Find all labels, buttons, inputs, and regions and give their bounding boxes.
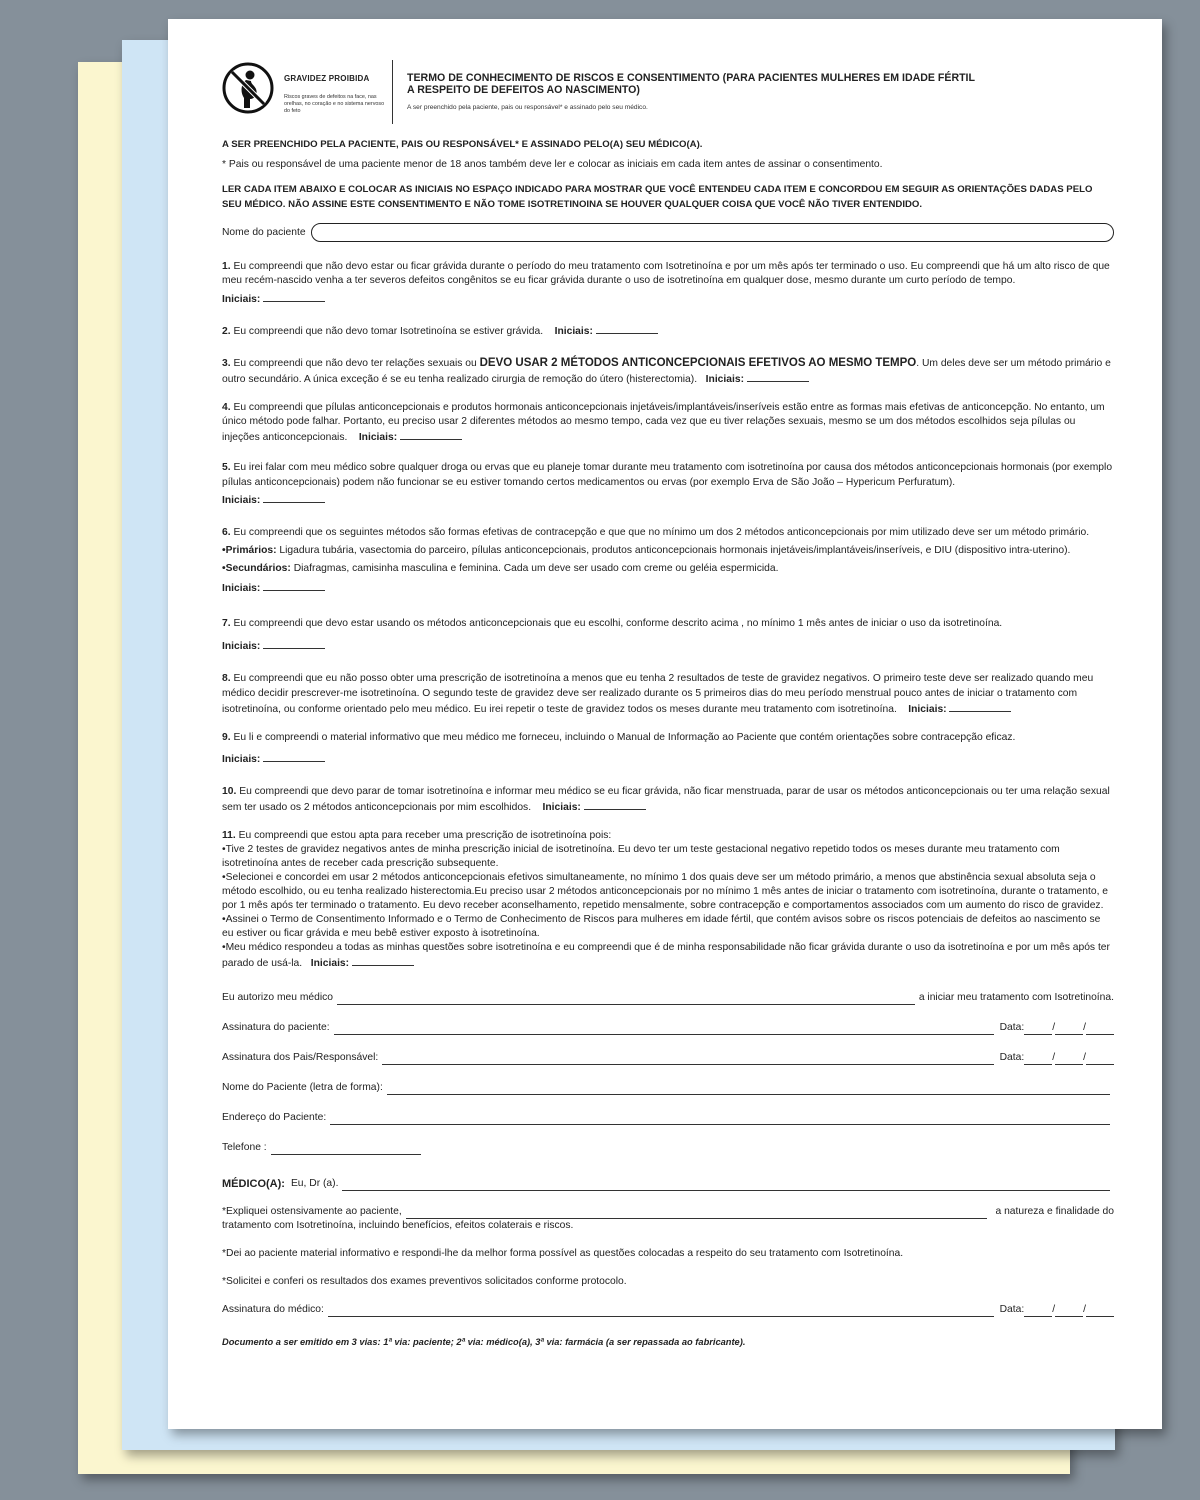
form-header (222, 60, 1114, 124)
secondary-methods-label: •Secundários: (222, 563, 291, 574)
parents-signature-field[interactable] (382, 1054, 993, 1065)
item-number: 9. (222, 731, 231, 743)
doctor-signature-field[interactable] (328, 1306, 994, 1317)
initials-field[interactable] (400, 429, 462, 440)
date-year-field[interactable] (1086, 1024, 1114, 1035)
doctor-label: MÉDICO(A): (222, 1177, 285, 1190)
doctor-signature-row (222, 1303, 1114, 1317)
consent-item-10 (222, 784, 1114, 815)
item-number: 4. (222, 402, 231, 413)
doctor-statement-text: a natureza e finalidade do (995, 1205, 1114, 1217)
doctor-statement-1 (222, 1205, 1114, 1233)
document-footer: Documento a ser emitido em 3 vias: 1ª via: paciente; 2ª via: médico(a), 3ª via: farmácia (a ser repassada ao fabricante). (222, 1336, 746, 1347)
header-divider (392, 60, 393, 124)
item-text: Eu compreendi que os seguintes métodos são formas efetivas de contracepção e que que no mínimo um dos 2 métodos anticoncepcionais por mim utilizado deve ser um método primário. (233, 527, 1090, 538)
item-text: Eu compreendi que não devo ter relações sexuais ou (233, 358, 480, 369)
initials-label: Iniciais: (222, 495, 261, 506)
date-day-field[interactable] (1024, 1306, 1052, 1317)
initials-label: Iniciais: (222, 753, 261, 765)
doctor-statement-text: tratamento com Isotretinoína, incluindo benefícios, efeitos colaterais e riscos. (222, 1219, 574, 1231)
doctor-intro: Eu, Dr (a). (290, 1177, 339, 1189)
item-text: Eu compreendi que devo estar usando os métodos anticoncepcionais que eu escolhi, conforme descrito acima , no mínimo 1 mês antes de iniciar o uso da isotretinoína. (233, 618, 1003, 629)
patient-signature-label: Assinatura do paciente: (222, 1021, 330, 1033)
doctor-statement-2: *Dei ao paciente material informativo e respondi-lhe da melhor forma possível as questões colocadas a respeito do seu tratamento com Isotretinoína. (222, 1247, 904, 1259)
date-separator: / (1052, 1303, 1056, 1315)
patient-name-field[interactable] (311, 223, 1114, 242)
doctor-row (222, 1177, 1114, 1191)
item-bullet: •Assinei o Termo de Consentimento Informado e o Termo de Conhecimento de Riscos para mulheres em idade fértil, que contém avisos sobre os riscos potenciais de defeitos ao nascimento se eu estiver ou ficar grávida e meu bebê estiver exposto à isotretinoína. (222, 913, 1101, 939)
date-label: Data: (999, 1021, 1025, 1033)
initials-label: Iniciais: (222, 294, 261, 305)
authorize-row (222, 991, 1114, 1005)
doctor-statement-3: *Solicitei e conferi os resultados dos exames preventivos solicitados conforme protocolo. (222, 1275, 627, 1287)
consent-item-7 (222, 617, 1114, 654)
date-day-field[interactable] (1024, 1024, 1052, 1035)
initials-label: Iniciais: (908, 704, 947, 715)
date-separator: / (1052, 1021, 1056, 1033)
intro-instruction: A SER PREENCHIDO PELA PACIENTE, PAIS OU RESPONSÁVEL* E ASSINADO PELO(A) SEU MÉDICO(A). (222, 139, 703, 150)
item-number: 2. (222, 326, 231, 337)
patient-print-name-label: Nome do Paciente (letra de forma): (222, 1081, 383, 1093)
initials-label: Iniciais: (222, 641, 261, 652)
consent-item-4 (222, 401, 1114, 445)
consent-item-9 (222, 731, 1114, 767)
initials-field[interactable] (263, 580, 325, 591)
initials-label: Iniciais: (358, 432, 398, 443)
date-separator: / (1083, 1303, 1086, 1315)
item-number: 1. (222, 261, 231, 272)
initials-field[interactable] (584, 799, 646, 810)
patient-address-row (222, 1111, 1114, 1125)
patient-address-label: Endereço do Paciente: (222, 1111, 327, 1123)
initials-field[interactable] (263, 492, 325, 503)
initials-field[interactable] (263, 751, 325, 762)
primary-methods-text: Ligadura tubária, vasectomia do parceiro, pílulas anticoncepcionais, produtos anticoncepcionais hormonais injetáveis/implantáveis/inseríveis, e DIU (dispositivo intra-uterino). (276, 545, 1071, 556)
date-label: Data: (999, 1303, 1025, 1315)
item-bullet: •Meu médico respondeu a todas as minhas questões sobre isotretinoína e eu compreendi que é de minha responsabilidade não ficar grávida durante o uso da isotretinoína e por um mês após ter parado de usá-la. (222, 941, 1110, 969)
item-text: Eu compreendi que não devo estar ou ficar grávida durante o período do meu tratamento com Isotretinoína e por um mês após ter terminado o uso. Eu compreendi que há um alto risco de que meu recém-nascido venha a ter severos defeitos congênitos se eu ficar grávida durante o uso de isotretinoína em qualquer dose, mesmo durante um curto período de tempo. (222, 261, 1110, 286)
document-title (407, 72, 1027, 96)
patient-phone-label: Telefone : (222, 1141, 267, 1153)
consent-item-6 (222, 526, 1114, 596)
initials-field[interactable] (949, 701, 1011, 712)
brand-title: GRAVIDEZ PROIBIDA (284, 74, 370, 83)
initials-label: Iniciais: (310, 957, 350, 969)
item-text: Eu li e compreendi o material informativo que meu médico me forneceu, incluindo o Manual de Informação ao Paciente que contém orientações sobre contracepção eficaz. (233, 731, 1016, 743)
doctor-name-field[interactable] (342, 1180, 1110, 1191)
patient-signature-field[interactable] (334, 1024, 994, 1035)
item-bullet: •Tive 2 testes de gravidez negativos antes de minha prescrição inicial de isotretinoína. Eu devo ter um teste gestacional negativo repetido todos os meses durante meu tratamento com isotretinoína antes de receber cada prescrição subsequente. (222, 843, 1060, 869)
patient-address-field[interactable] (330, 1114, 1110, 1125)
item-text: Eu compreendi que pílulas anticoncepcionais e produtos hormonais anticoncepcionais injetáveis/implantáveis/inseríveis estão entre as formas mais efetivas de anticoncepção. No entanto, um único método pode falhar. Portanto, eu preciso usar 2 diferentes métodos ao mesmo tempo, cada vez que eu tiver relações sexuais, mesmo se um dos métodos escolhidos seja pílulas ou injeções anticoncepcionais. (222, 402, 1105, 443)
item-text: Eu compreendi que estou apta para receber uma prescrição de isotretinoína pois: (238, 829, 612, 841)
date-month-field[interactable] (1055, 1054, 1083, 1065)
document-subtitle: A ser preenchido pela paciente, pais ou responsável* e assinado pelo seu médico. (407, 104, 648, 111)
date-month-field[interactable] (1055, 1024, 1083, 1035)
primary-methods-label: •Primários: (222, 545, 277, 556)
consent-item-11 (222, 829, 1114, 971)
date-label: Data: (999, 1051, 1025, 1063)
date-year-field[interactable] (1086, 1054, 1114, 1065)
item-emphasis: DEVO USAR 2 MÉTODOS ANTICONCEPCIONAIS EFETIVOS AO MESMO TEMPO (479, 357, 917, 369)
item-text: Eu compreendi que eu não posso obter uma prescrição de isotretinoína a menos que eu tenha 2 resultados de teste de gravidez negativos. O primeiro teste deve ser realizado quando meu médico decidir prescrever-me isotretinoína. O segundo teste de gravidez deve ser realizado durante os 5 primeiros dias do meu período menstrual pouco antes de iniciar o tratamento com isotretinoína, ou conforme orientado pelo meu médico. Eu irei repetir o teste de gravidez todos os meses durante meu tratamento com isotretinoína. (222, 673, 1094, 715)
title-line-1: TERMO DE CONHECIMENTO DE RISCOS E CONSENTIMENTO (PARA PACIENTES MULHERES EM IDADE FÉRTIL (407, 72, 975, 84)
item-number: 10. (222, 785, 237, 797)
parents-signature-row (222, 1051, 1114, 1065)
initials-field[interactable] (263, 638, 325, 649)
item-text-continued: . Um deles deve ser um método primário e outro secundário. A única exceção é se eu tenha realizado cirurgia de remoção do útero (histerectomia). (222, 358, 1111, 385)
consent-item-1 (222, 260, 1114, 307)
item-number: 8. (222, 673, 231, 684)
consent-item-8 (222, 672, 1114, 718)
initials-label: Iniciais: (222, 583, 261, 594)
patient-phone-row (222, 1141, 1114, 1155)
item-number: 11. (222, 829, 236, 841)
date-year-field[interactable] (1086, 1306, 1114, 1317)
consent-item-3 (222, 356, 1114, 387)
intro-warning: LER CADA ITEM ABAIXO E COLOCAR AS INICIAIS NO ESPAÇO INDICADO PARA MOSTRAR QUE VOCÊ ENTENDEU CADA ITEM E CONCORDOU EM SEGUIR AS ORIENTAÇÕES DADAS PELO SEU MÉDICO. NÃO ASSINE ESTE CONSENTIMENTO E NÃO TOME ISOTRETINOINA SE HOUVER QUALQUER COISA QUE VOCÊ NÃO TIVER ENTENDIDO. (222, 184, 1093, 210)
initials-label: Iniciais: (542, 801, 581, 813)
date-month-field[interactable] (1055, 1306, 1083, 1317)
date-separator: / (1052, 1051, 1056, 1063)
item-number: 3. (222, 358, 231, 369)
date-separator: / (1083, 1051, 1086, 1063)
patient-name-row (222, 223, 1114, 242)
initials-field[interactable] (352, 955, 414, 966)
parents-signature-label: Assinatura dos Pais/Responsável: (222, 1051, 379, 1063)
pregnancy-prohibited-icon (222, 62, 274, 114)
doctor-statement-text: *Expliquei ostensivamente ao paciente, (222, 1205, 402, 1217)
secondary-methods-text: Diafragmas, camisinha masculina e feminina. Cada um deve ser usado com creme ou geléia espermicida. (290, 563, 779, 574)
item-number: 6. (222, 527, 231, 538)
patient-phone-field[interactable] (271, 1144, 421, 1155)
item-number: 5. (222, 462, 231, 473)
patient-print-name-row (222, 1081, 1114, 1095)
doctor-signature-label: Assinatura do médico: (222, 1303, 324, 1315)
consent-item-5 (222, 460, 1114, 508)
initials-label: Iniciais: (705, 374, 745, 385)
patient-name-field[interactable] (406, 1208, 988, 1219)
patient-name-label: Nome do paciente (222, 226, 306, 238)
authorize-label-end: a iniciar meu tratamento com Isotretinoína. (918, 991, 1114, 1003)
form-content (222, 60, 1114, 1349)
item-text: Eu compreendi que devo parar de tomar isotretinoína e informar meu médico se eu ficar grávida, não ficar menstruada, parar de usar os métodos anticoncepcionais ou ter uma relação sexual sem ter usado os 2 métodos anticoncepcionais por mim escolhidos. (222, 785, 1110, 813)
title-line-2: A RESPEITO DE DEFEITOS AO NASCIMENTO) (407, 84, 640, 96)
initials-field[interactable] (596, 323, 658, 334)
consent-item-2 (222, 323, 1114, 339)
item-text: Eu irei falar com meu médico sobre qualquer droga ou ervas que eu planeje tomar durante meu tratamento com isotretinoína por causa dos métodos anticoncepcionais hormonais (por exemplo pílulas anticoncepcionais) podem não funcionar se eu estiver tomando certos medicamentos ou ervas (por exemplo Erva de São João – Hypericum Perfuratum). (222, 462, 1113, 488)
patient-print-name-field[interactable] (387, 1084, 1110, 1095)
brand-subtitle: Riscos graves de defeitos na face, nas orelhas, no coração e no sistema nervoso do feto (284, 94, 385, 114)
date-separator: / (1083, 1021, 1086, 1033)
item-number: 7. (222, 618, 231, 629)
initials-field[interactable] (747, 371, 809, 382)
authorize-label: Eu autorizo meu médico (222, 991, 334, 1003)
initials-field[interactable] (263, 291, 325, 302)
date-day-field[interactable] (1024, 1054, 1052, 1065)
intro-note: * Pais ou responsável de uma paciente menor de 18 anos também deve ler e colocar as iniciais em cada item antes de assinar o consentimento. (222, 159, 883, 170)
item-bullet: •Selecionei e concordei em usar 2 métodos anticoncepcionais efetivos simultaneamente, no mínimo 1 dos quais deve ser um método primário, a menos que abstinência sexual absoluta seja o método escolhido, ou eu tenha realizado histerectomia.Eu preciso usar 2 métodos anticoncepcionais por no mínimo 1 mês antes de iniciar o tratamento com isotretinoína, durante o tratamento, e por 1 mês após ter terminado o tratamento. Eu devo receber aconselhamento, repetido mensalmente, sobre contracepção e comportamentos associados com um aumento do risco de gravidez. (222, 871, 1109, 911)
doctor-name-field[interactable] (337, 994, 915, 1005)
patient-signature-row (222, 1021, 1114, 1035)
item-text: Eu compreendi que não devo tomar Isotretinoína se estiver grávida. (233, 326, 544, 337)
initials-label: Iniciais: (554, 326, 593, 337)
